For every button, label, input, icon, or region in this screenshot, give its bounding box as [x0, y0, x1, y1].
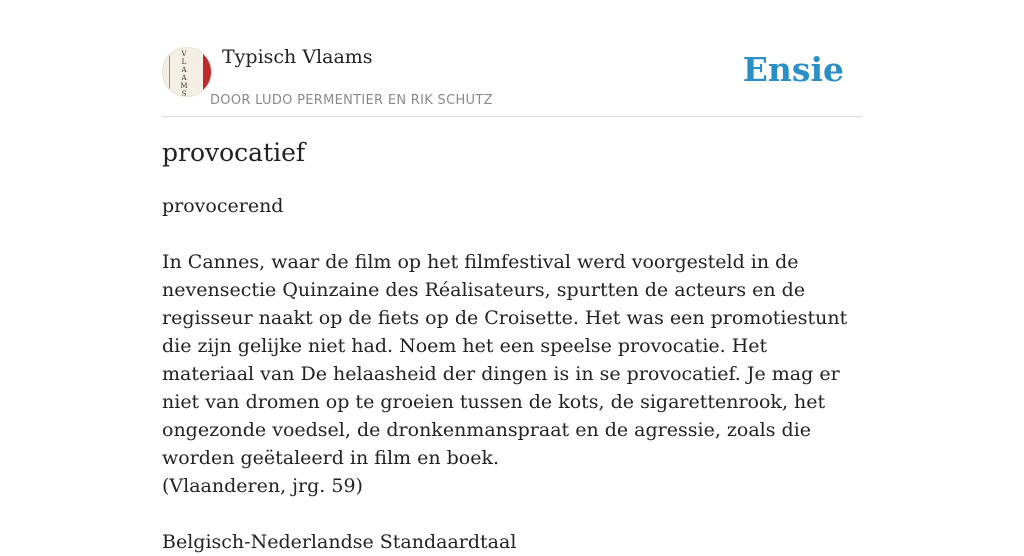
entry-definition: provocerend	[162, 195, 284, 217]
cover-letter: S	[181, 90, 187, 97]
entry-language-note: Belgisch-Nederlandse Standaardtaal	[162, 531, 517, 553]
cover-letter: A	[181, 66, 187, 74]
entry-term: provocatief	[162, 138, 306, 167]
cover-letter: V	[181, 50, 187, 58]
book-cover-image[interactable]	[162, 47, 212, 97]
cover-red-band	[203, 48, 211, 96]
ensie-logo-link[interactable]: Ensie	[742, 50, 844, 89]
entry-source: (Vlaanderen, jrg. 59)	[162, 475, 363, 497]
cover-letter: L	[181, 58, 187, 66]
paragraph-spacer	[162, 500, 862, 528]
cover-decoration	[169, 54, 170, 90]
page-header	[162, 40, 862, 117]
cover-letter: A	[181, 74, 187, 82]
entry-body	[162, 192, 862, 556]
entry-example-quote: In Cannes, waar de film op het filmfestival werd voorgesteld in de nevensectie Quinzaine des Réalisateurs, spurtten de acteurs en de regisseur naakt op de fiets op de Croisette. Het was een promotiestunt die zijn gelijke niet had. Noem het een speelse provocatie. Het materiaal van De helaasheid der dingen is in se provocatief. Je mag er niet van dromen op te groeien tussen de kots, de sigarettenrook, het ongezonde voedsel, de dronkenmanspraat en de agressie, zoals die worden geëtaleerd in film en boek.	[162, 251, 848, 469]
book-title[interactable]: Typisch Vlaams	[222, 46, 373, 68]
paragraph-spacer	[162, 220, 862, 248]
book-authors: DOOR LUDO PERMENTIER EN RIK SCHUTZ	[210, 93, 493, 108]
cover-lettering	[173, 50, 195, 97]
cover-letter: M	[180, 82, 188, 90]
